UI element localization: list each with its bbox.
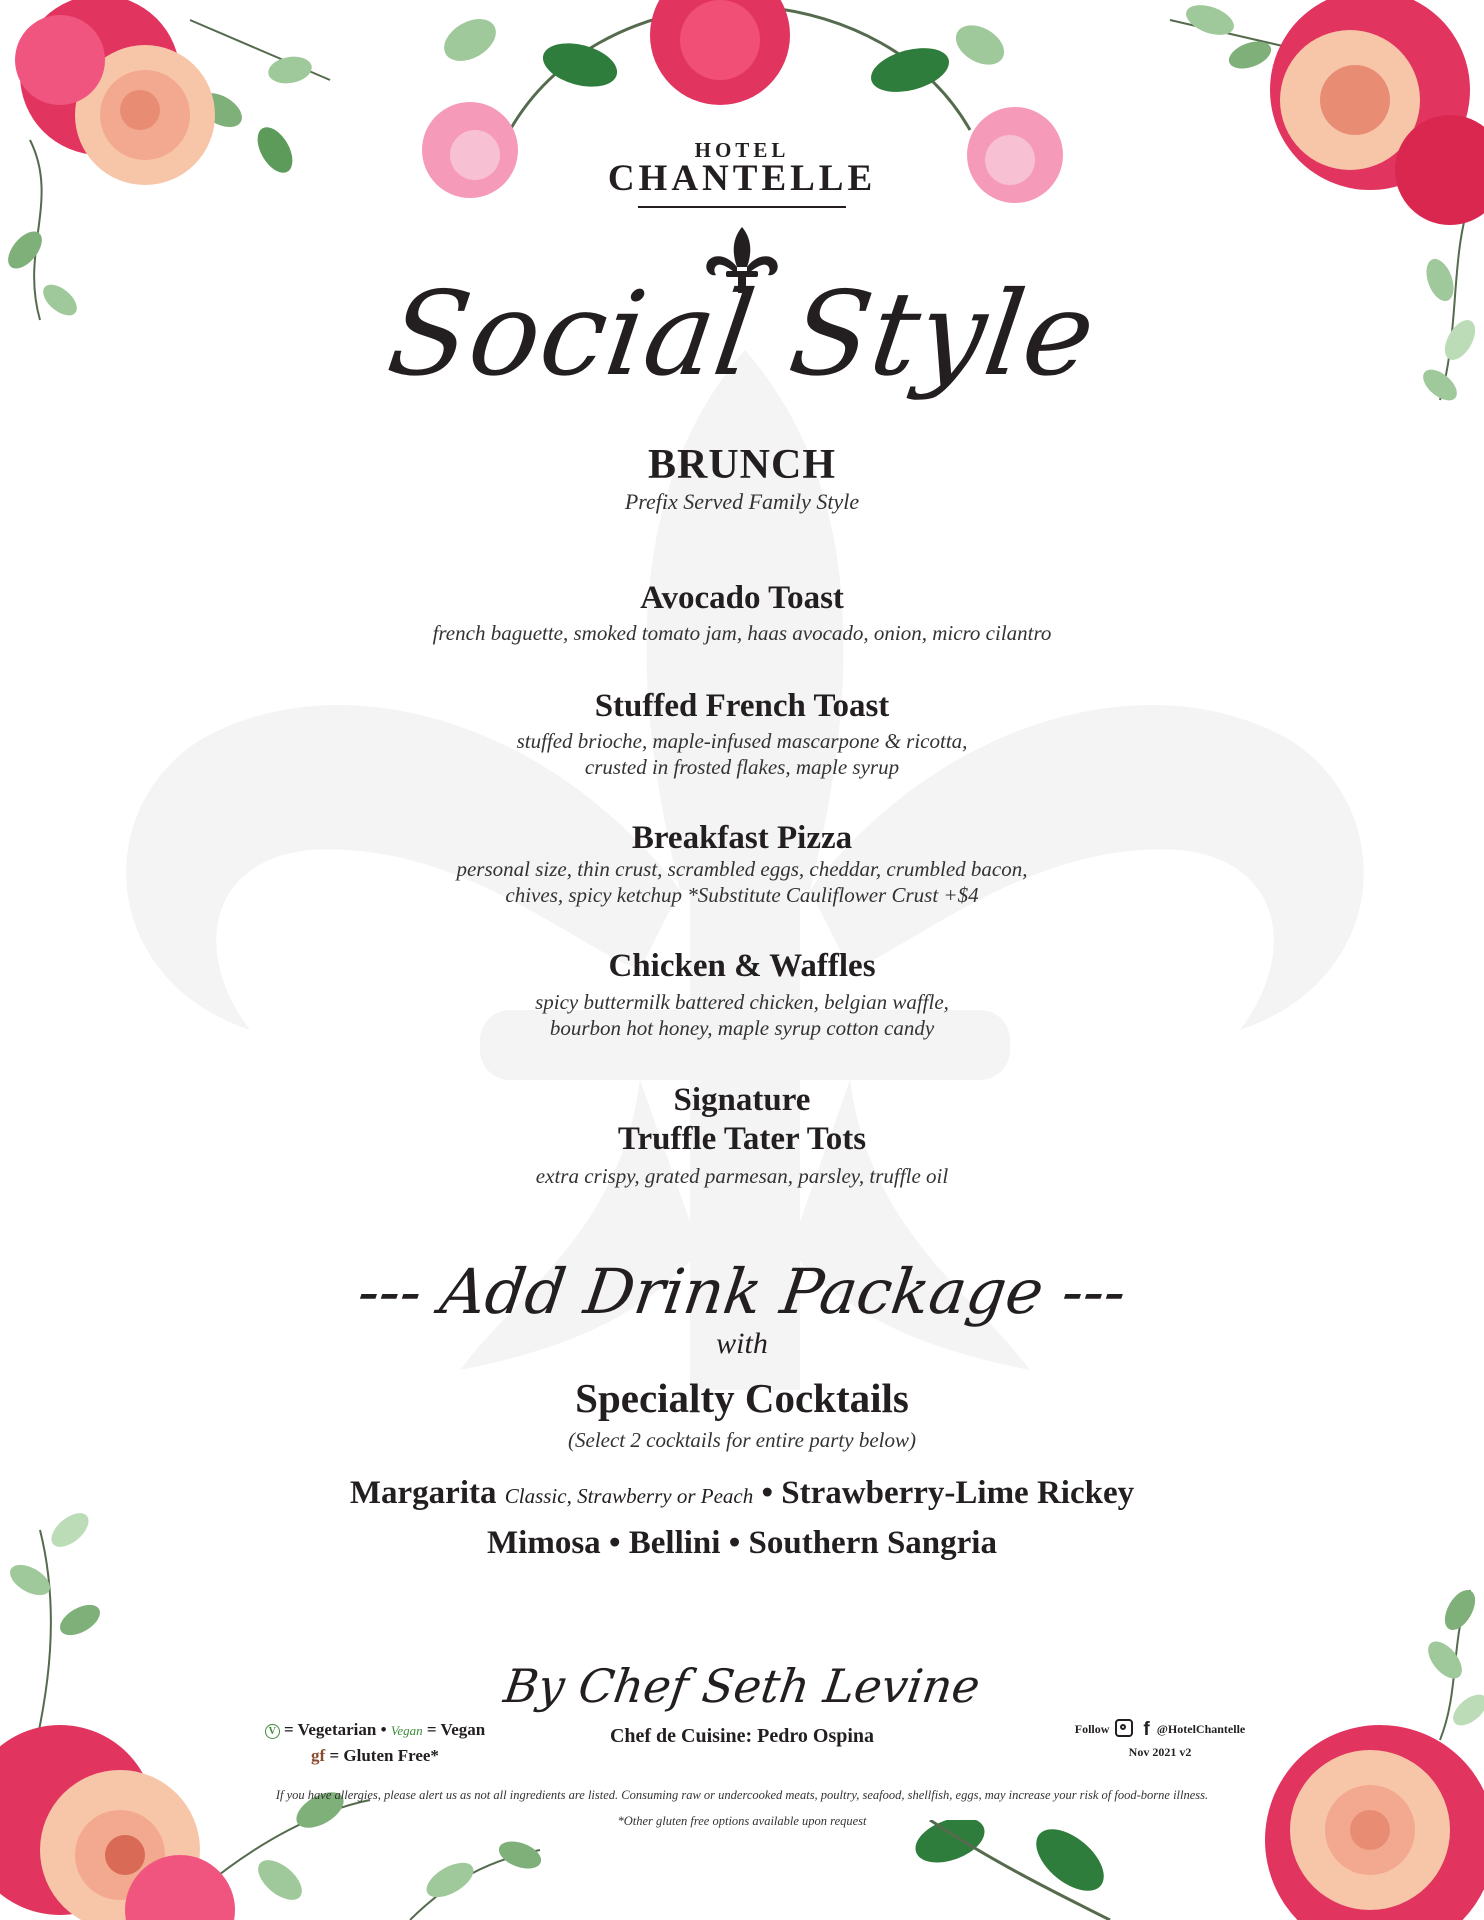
vegetarian-icon: V <box>265 1724 280 1739</box>
drink-package-script: --- Add Drink Package --- <box>353 1255 1131 1328</box>
menu-item-desc: crusted in frosted flakes, maple syrup <box>584 755 900 779</box>
facebook-icon[interactable]: f <box>1143 1719 1150 1740</box>
separator-dot: • <box>608 1525 621 1561</box>
menu-item-name: Chicken & Waffles <box>608 948 876 984</box>
tagline: Prefix Served Family Style <box>624 489 860 514</box>
version-label: Nov 2021 v2 <box>1128 1745 1192 1759</box>
separator-dot: • <box>761 1475 774 1511</box>
vegetarian-label: = Vegetarian <box>284 1720 377 1739</box>
social-handle[interactable]: @HotelChantelle <box>1156 1722 1246 1736</box>
specialty-cocktails-heading: Specialty Cocktails <box>575 1375 909 1421</box>
with-label: with <box>716 1327 768 1360</box>
menu-item-name: Avocado Toast <box>640 580 844 616</box>
gluten-free-label: = Gluten Free* <box>329 1746 439 1765</box>
cocktail-mimosa: Mimosa <box>487 1525 601 1561</box>
chef-signature: By Chef Seth Levine <box>500 1659 984 1713</box>
hotel-label: HOTEL <box>694 138 790 162</box>
dietary-legend <box>240 1717 510 1768</box>
cocktail-sangria: Southern Sangria <box>748 1525 997 1561</box>
menu-item-name: Stuffed French Toast <box>594 688 890 724</box>
menu-item-desc: chives, spicy ketchup *Substitute Cauliflower Crust +$4 <box>505 883 979 907</box>
gluten-free-icon: gf <box>311 1746 326 1765</box>
menu-item-desc: french baguette, smoked tomato jam, haas avocado, onion, micro cilantro <box>432 621 1052 645</box>
social-block <box>1040 1718 1280 1763</box>
hotel-name: CHANTELLE <box>607 158 877 199</box>
allergy-disclaimer: If you have allergies, please alert us as not all ingredients are listed. Consuming raw or undercooked meats, poultry, seafood, shellfish, eggs, may increase your risk of food-borne illness. <box>275 1788 1209 1802</box>
cocktail-row-1 <box>0 1475 1484 1512</box>
menu-item-desc: personal size, thin crust, scrambled eggs, cheddar, crumbled bacon, <box>456 857 1028 881</box>
brunch-heading: BRUNCH <box>647 442 836 488</box>
rose-bottom-center-leaves <box>390 1820 1150 1920</box>
cocktail-row-2 <box>0 1525 1484 1562</box>
cocktail-margarita: Margarita <box>349 1475 497 1511</box>
separator-dot: • <box>728 1525 741 1561</box>
cocktail-bellini: Bellini <box>628 1525 721 1561</box>
cocktail-rickey: Strawberry-Lime Rickey <box>781 1475 1135 1511</box>
follow-label: Follow <box>1074 1722 1110 1736</box>
vegan-label: = Vegan <box>426 1720 486 1739</box>
menu-item-name: Signature <box>673 1082 811 1118</box>
cocktail-select-note: (Select 2 cocktails for entire party below) <box>568 1428 916 1452</box>
menu-item-desc: bourbon hot honey, maple syrup cotton candy <box>549 1016 935 1040</box>
menu-item-name: Truffle Tater Tots <box>617 1121 867 1157</box>
margarita-options: Classic, Strawberry or Peach <box>504 1484 754 1508</box>
menu-item-desc: stuffed brioche, maple-infused mascarpone & ricotta, <box>516 729 968 753</box>
title-script: Social Style <box>380 267 1104 402</box>
gluten-free-note: *Other gluten free options available upon request <box>617 1814 867 1828</box>
menu-item-desc: extra crispy, grated parmesan, parsley, truffle oil <box>535 1164 949 1188</box>
separator-dot: • <box>380 1720 387 1739</box>
menu-item-desc: spicy buttermilk battered chicken, belgian waffle, <box>535 990 949 1014</box>
menu-item-name: Breakfast Pizza <box>631 820 853 856</box>
chef-de-cuisine: Chef de Cuisine: Pedro Ospina <box>609 1725 875 1747</box>
vegan-icon: Vegan <box>390 1723 423 1738</box>
instagram-icon[interactable] <box>1115 1719 1133 1737</box>
hotel-divider <box>638 206 846 208</box>
